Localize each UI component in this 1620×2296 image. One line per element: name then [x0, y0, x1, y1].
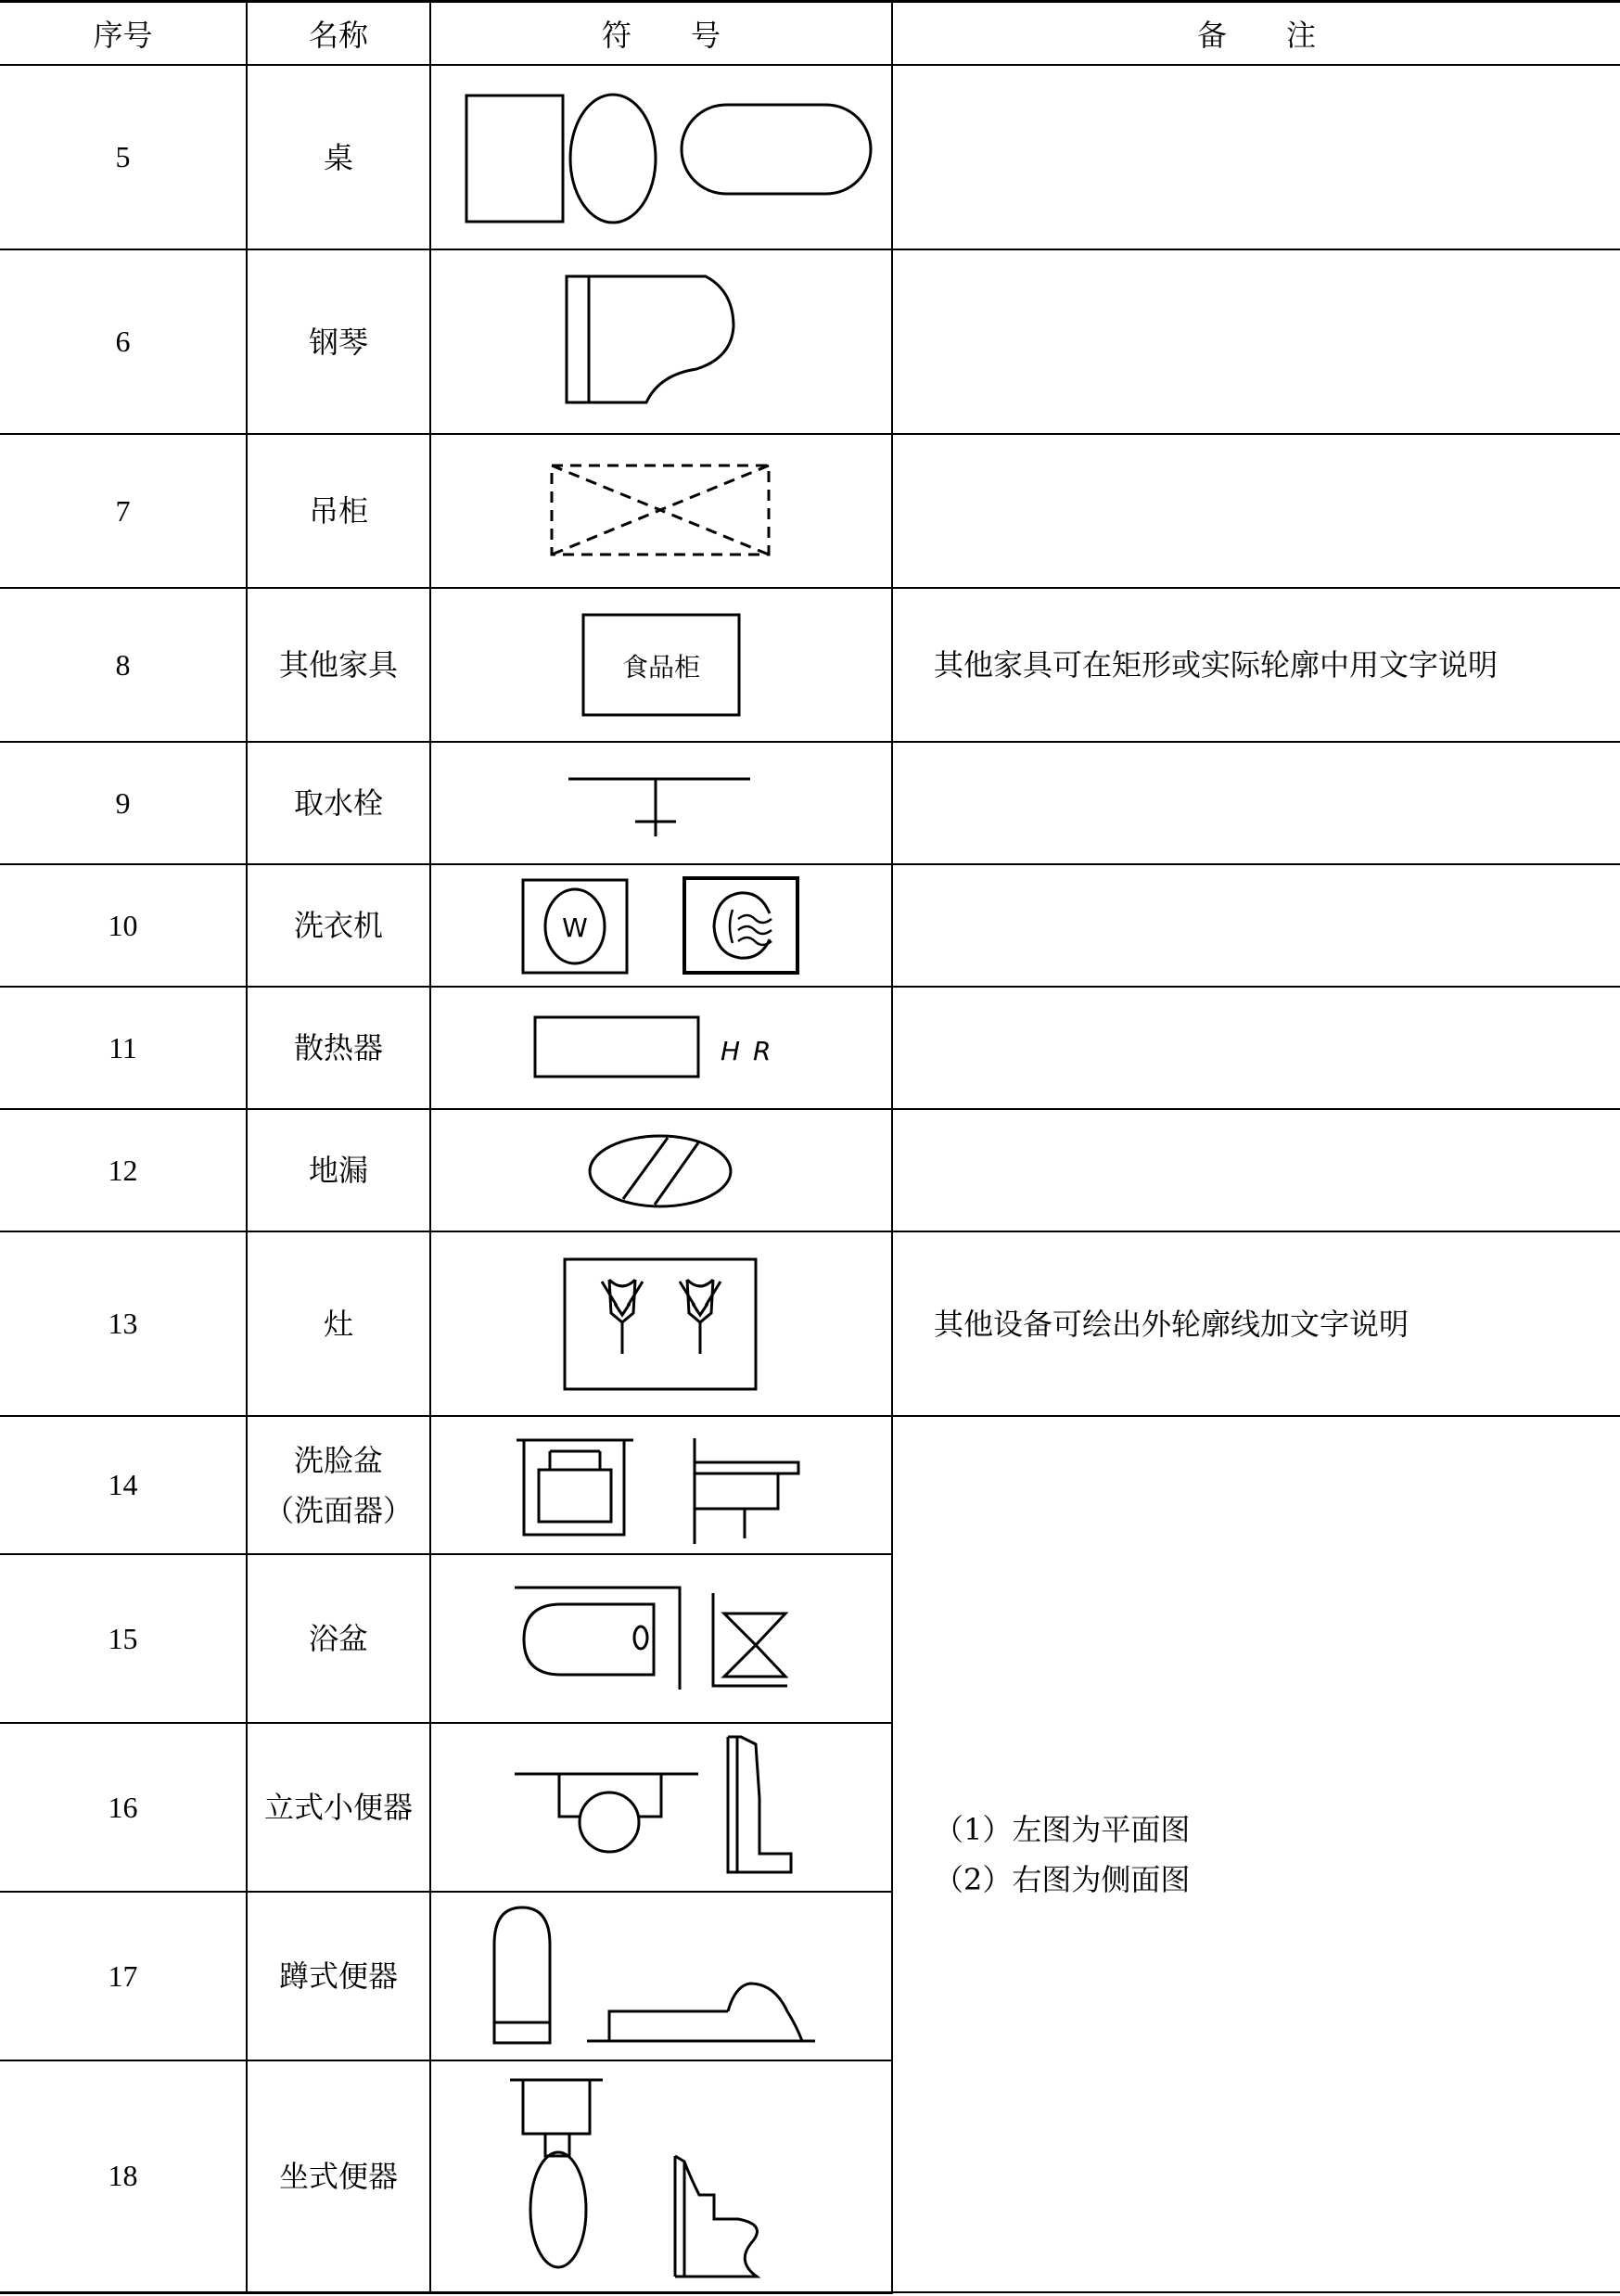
- seated-toilet-side: [675, 2156, 757, 2277]
- urinal-symbols: [430, 1723, 892, 1892]
- desk-ellipse: [570, 95, 656, 223]
- header-note: 备 注: [892, 2, 1620, 66]
- row-name: 洗衣机: [247, 864, 430, 987]
- row-number: 16: [0, 1723, 247, 1892]
- washer-wave-icon: [738, 915, 772, 945]
- water-tap-drawing: [559, 766, 763, 840]
- row-note: 其他设备可绘出外轮廓线加文字说明: [892, 1231, 1620, 1416]
- row-number: 10: [0, 864, 247, 987]
- stove-frame: [565, 1259, 756, 1389]
- washbasin-plan: [517, 1440, 633, 1535]
- floor-drain-hatch-1: [623, 1138, 668, 1199]
- washer-w-label: W: [562, 912, 588, 943]
- washer-inner-arc: [730, 910, 733, 943]
- washer-drum-2: [714, 893, 770, 958]
- table-row: [0, 249, 1620, 434]
- radiator-rect: [535, 1017, 698, 1077]
- row-number: 6: [0, 249, 247, 434]
- merged-note-line2: （2）右图为侧面图: [934, 1861, 1191, 1897]
- desk-rect: [466, 96, 563, 222]
- row-name: 蹲式便器: [247, 1892, 430, 2060]
- merged-note-line1: （1）左图为平面图: [934, 1811, 1191, 1847]
- row-number: 13: [0, 1231, 247, 1416]
- row-number: 8: [0, 588, 247, 742]
- burner-icon-1: [602, 1280, 643, 1354]
- piano-drawing: [541, 273, 782, 412]
- table-row: [0, 864, 1620, 987]
- row-note: [892, 742, 1620, 864]
- water-tap-symbol: [430, 742, 892, 864]
- merged-note: [892, 1416, 1620, 2292]
- seated-toilet-symbols: [430, 2060, 892, 2292]
- table-row: [0, 987, 1620, 1109]
- table-row: [0, 65, 1620, 249]
- table-row: [0, 1231, 1620, 1416]
- radiator-symbol: [430, 987, 892, 1109]
- header-symbol: 符 号: [430, 2, 892, 66]
- row-note: [892, 864, 1620, 987]
- stove-drawing: [561, 1256, 761, 1393]
- row-number: 7: [0, 434, 247, 588]
- row-number: 17: [0, 1892, 247, 2060]
- floor-drain-symbol: [430, 1109, 892, 1231]
- urinal-drawing: [513, 1733, 810, 1881]
- row-name: 散热器: [247, 987, 430, 1109]
- row-note: [892, 1109, 1620, 1231]
- row-name: 立式小便器: [247, 1723, 430, 1892]
- row-note: 其他家具可在矩形或实际轮廓中用文字说明: [892, 588, 1620, 742]
- row-name: 其他家具: [247, 588, 430, 742]
- stove-symbol: [430, 1231, 892, 1416]
- washbasin-side: [695, 1438, 798, 1544]
- row-number: 14: [0, 1416, 247, 1554]
- row-name: [247, 1416, 430, 1554]
- table-row: [0, 1416, 1620, 1554]
- bathtub-symbols: [430, 1554, 892, 1723]
- seated-toilet-drawing: [508, 2073, 814, 2280]
- other-furniture-drawing: [568, 611, 754, 719]
- radiator-label: H R: [721, 1036, 772, 1066]
- table-row: [0, 434, 1620, 588]
- hanging-cabinet-drawing: [541, 460, 782, 562]
- header-name: 名称: [247, 2, 430, 66]
- header-no: 序号: [0, 2, 247, 66]
- row-name: 灶: [247, 1231, 430, 1416]
- desk-drawing: [439, 88, 884, 227]
- row-name: 坐式便器: [247, 2060, 430, 2292]
- desk-stadium: [682, 105, 871, 194]
- row-number: 15: [0, 1554, 247, 1723]
- row-number: 18: [0, 2060, 247, 2292]
- row-number: 9: [0, 742, 247, 864]
- piano-symbol: [430, 249, 892, 434]
- squat-toilet-plan: [494, 1907, 550, 2043]
- washbasin-symbols: [430, 1416, 892, 1554]
- table-header-row: [0, 2, 1620, 66]
- squat-toilet-symbols: [430, 1892, 892, 2060]
- row-name: 取水栓: [247, 742, 430, 864]
- table-row: [0, 742, 1620, 864]
- piano-outline: [567, 276, 733, 402]
- radiator-drawing: [531, 1014, 791, 1082]
- urinal-side: [728, 1737, 791, 1872]
- hanging-cabinet-dashes: [552, 466, 769, 555]
- row-note: [892, 65, 1620, 249]
- seated-toilet-plan: [510, 2080, 603, 2267]
- row-number: 5: [0, 65, 247, 249]
- row-note: [892, 434, 1620, 588]
- bathtub-drawing: [513, 1578, 810, 1699]
- hanging-cabinet-symbol: [430, 434, 892, 588]
- squat-toilet-drawing: [485, 1902, 837, 2050]
- bathtub-side: [713, 1593, 787, 1686]
- row-name: 桌: [247, 65, 430, 249]
- other-furniture-label: 食品柜: [621, 652, 701, 682]
- desk-symbols: [430, 65, 892, 249]
- other-furniture-symbol: [430, 588, 892, 742]
- row-name-line1: 洗脸盆: [293, 1442, 383, 1478]
- washing-machine-symbols: [430, 864, 892, 987]
- row-name: 地漏: [247, 1109, 430, 1231]
- floor-drain-hatch-2: [655, 1142, 699, 1205]
- row-note: [892, 249, 1620, 434]
- burner-icon-2: [680, 1280, 721, 1354]
- row-name: 浴盆: [247, 1554, 430, 1723]
- row-name-line2: （洗面器）: [263, 1492, 413, 1528]
- row-name: 钢琴: [247, 249, 430, 434]
- table-row: [0, 1109, 1620, 1231]
- squat-toilet-side: [587, 1983, 815, 2041]
- urinal-plan: [515, 1774, 698, 1852]
- washbasin-drawing: [513, 1425, 810, 1546]
- row-number: 11: [0, 987, 247, 1109]
- washing-machine-drawing: [517, 874, 805, 976]
- row-number: 12: [0, 1109, 247, 1231]
- row-note: [892, 987, 1620, 1109]
- floor-drain-drawing: [582, 1129, 740, 1212]
- row-name: 吊柜: [247, 434, 430, 588]
- bathtub-plan: [515, 1588, 680, 1690]
- table-row: [0, 588, 1620, 742]
